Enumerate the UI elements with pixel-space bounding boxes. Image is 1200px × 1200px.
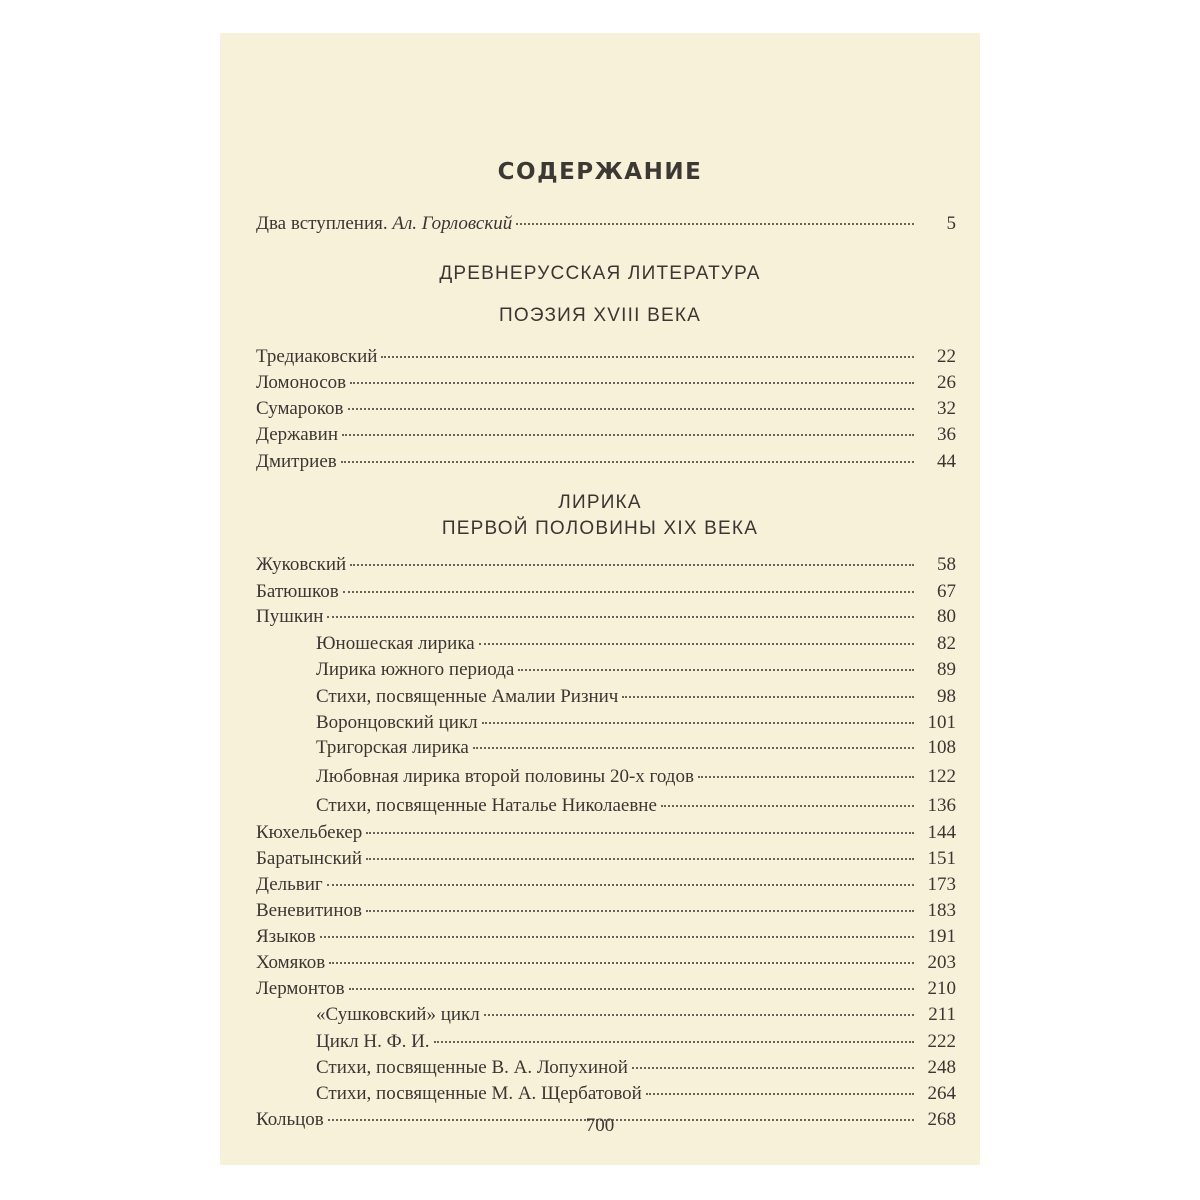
book-page bbox=[220, 33, 980, 1165]
dot-leader bbox=[518, 669, 914, 671]
toc-entry bbox=[256, 606, 956, 632]
page-number: 58 bbox=[937, 554, 956, 575]
toc-entry-label: Стихи, посвященные М. А. Щербатовой bbox=[316, 1083, 642, 1104]
toc-entry bbox=[256, 581, 956, 607]
toc-entry bbox=[256, 346, 956, 372]
toc-entry bbox=[256, 398, 956, 424]
toc-entry bbox=[256, 848, 956, 874]
page-number: 101 bbox=[927, 712, 956, 733]
toc-subentry bbox=[316, 633, 956, 659]
toc-entry-label: Веневитинов bbox=[256, 900, 362, 921]
page-number: 191 bbox=[927, 926, 956, 947]
toc-subentry bbox=[316, 737, 956, 763]
page-number: 151 bbox=[927, 848, 956, 869]
toc-subentry bbox=[316, 686, 956, 712]
dot-leader bbox=[348, 408, 914, 410]
dot-leader bbox=[484, 1014, 914, 1016]
page-number: 44 bbox=[937, 451, 956, 472]
dot-leader bbox=[381, 356, 914, 358]
page-number: 210 bbox=[927, 978, 956, 999]
toc-entry bbox=[256, 926, 956, 952]
dot-leader bbox=[479, 643, 914, 645]
toc-entry-label: Дмитриев bbox=[256, 451, 337, 472]
page-number: 211 bbox=[928, 1004, 956, 1025]
page-number: 82 bbox=[937, 633, 956, 654]
dot-leader bbox=[366, 910, 914, 912]
toc-subentry bbox=[316, 659, 956, 685]
dot-leader bbox=[482, 722, 914, 724]
page-number: 122 bbox=[927, 766, 956, 787]
section-heading-lyric: ЛИРИКА bbox=[558, 492, 642, 513]
toc-entry-label bbox=[256, 213, 512, 235]
dot-leader bbox=[622, 696, 914, 698]
toc-subentry bbox=[316, 1057, 956, 1083]
toc-entry-label: Тригорская лирика bbox=[316, 737, 469, 758]
toc-entry-intro bbox=[256, 213, 956, 239]
toc-entry-label: Цикл Н. Ф. И. bbox=[316, 1031, 430, 1052]
toc-entry-label: «Сушковский» цикл bbox=[316, 1004, 480, 1025]
page-number: 264 bbox=[927, 1083, 956, 1104]
toc-entry-label: Державин bbox=[256, 424, 338, 445]
page-number: 108 bbox=[927, 737, 956, 758]
toc-subentry bbox=[316, 712, 956, 738]
toc-entry-label: Батюшков bbox=[256, 581, 339, 602]
toc-entry-label: Лермонтов bbox=[256, 978, 345, 999]
dot-leader bbox=[329, 962, 914, 964]
toc-entry bbox=[256, 952, 956, 978]
toc-entry bbox=[256, 978, 956, 1004]
toc-subentry bbox=[316, 1004, 956, 1030]
page-number: 22 bbox=[937, 346, 956, 367]
toc-entry bbox=[256, 874, 956, 900]
page-number: 36 bbox=[937, 424, 956, 445]
toc-subentry bbox=[316, 1031, 956, 1057]
dot-leader bbox=[646, 1093, 914, 1095]
page-number: 268 bbox=[927, 1109, 956, 1130]
toc-entry bbox=[256, 451, 956, 477]
dot-leader bbox=[320, 936, 914, 938]
toc-entry-label: Юношеская лирика bbox=[316, 633, 475, 654]
page-number: 89 bbox=[937, 659, 956, 680]
dot-leader bbox=[341, 461, 914, 463]
dot-leader bbox=[661, 805, 914, 807]
page-number: 136 bbox=[927, 795, 956, 816]
toc-entry-label: Любовная лирика второй половины 20-х годов bbox=[316, 766, 694, 787]
toc-entry bbox=[256, 900, 956, 926]
page-number: 222 bbox=[927, 1031, 956, 1052]
toc-entry-label: Кюхельбекер bbox=[256, 822, 363, 843]
page-number: 248 bbox=[927, 1057, 956, 1078]
toc-entry-label: Баратынский bbox=[256, 848, 363, 869]
toc-entry-label: Дельвиг bbox=[256, 874, 323, 895]
dot-leader bbox=[342, 434, 914, 436]
dot-leader bbox=[327, 616, 914, 618]
toc-entry-label: Жуковский bbox=[256, 554, 347, 575]
toc-subentry bbox=[316, 766, 956, 792]
dot-leader bbox=[350, 564, 914, 566]
toc-entry bbox=[256, 822, 956, 848]
toc-entry-label: Тредиаковский bbox=[256, 346, 378, 367]
toc-subentry bbox=[316, 795, 956, 821]
dot-leader bbox=[434, 1041, 914, 1043]
page-number: 67 bbox=[937, 581, 956, 602]
page-number: 183 bbox=[927, 900, 956, 921]
toc-entry bbox=[256, 424, 956, 450]
section-heading-poetry-18: ПОЭЗИЯ XVIII ВЕКА bbox=[499, 305, 701, 326]
toc-entry-label: Хомяков bbox=[256, 952, 326, 973]
section-heading-lyric-sub: ПЕРВОЙ ПОЛОВИНЫ XIX ВЕКА bbox=[441, 518, 759, 539]
toc-entry-label: Ломоносов bbox=[256, 372, 347, 393]
toc-entry-label: Кольцов bbox=[256, 1109, 324, 1130]
dot-leader bbox=[516, 223, 914, 225]
page-number: 5 bbox=[946, 213, 956, 234]
intro-text: Два вступления. bbox=[256, 213, 393, 234]
dot-leader bbox=[350, 382, 914, 384]
dot-leader bbox=[349, 988, 914, 990]
toc-entry-label: Воронцовский цикл bbox=[316, 712, 478, 733]
page-number: 173 bbox=[927, 874, 956, 895]
intro-author: Ал. Горловский bbox=[392, 213, 513, 234]
dot-leader bbox=[366, 858, 914, 860]
page-number: 26 bbox=[937, 372, 956, 393]
toc-entry-label: Стихи, посвященные Наталье Николаевне bbox=[316, 795, 657, 816]
toc-subentry bbox=[316, 1083, 956, 1109]
page-number: 32 bbox=[937, 398, 956, 419]
toc-entry-label: Стихи, посвященные Амалии Ризнич bbox=[316, 686, 619, 707]
toc-entry-label: Сумароков bbox=[256, 398, 344, 419]
page-number: 98 bbox=[937, 686, 956, 707]
toc-entry bbox=[256, 554, 956, 580]
dot-leader bbox=[632, 1067, 914, 1069]
toc-entry-label: Лирика южного периода bbox=[316, 659, 515, 680]
dot-leader bbox=[698, 776, 914, 778]
dot-leader bbox=[327, 884, 914, 886]
folio: 700 bbox=[585, 1115, 615, 1136]
toc-entry bbox=[256, 372, 956, 398]
page-number: 144 bbox=[927, 822, 956, 843]
section-heading-old-russian: ДРЕВНЕРУССКАЯ ЛИТЕРАТУРА bbox=[439, 263, 761, 284]
page-number: 203 bbox=[927, 952, 956, 973]
dot-leader bbox=[343, 591, 914, 593]
toc-entry-label: Пушкин bbox=[256, 606, 324, 627]
dot-leader bbox=[366, 832, 914, 834]
toc-entry-label: Языков bbox=[256, 926, 316, 947]
toc-entry-label: Стихи, посвященные В. А. Лопухиной bbox=[316, 1057, 628, 1078]
dot-leader bbox=[473, 747, 914, 749]
page-number: 80 bbox=[937, 606, 956, 627]
page-title: СОДЕРЖАНИЕ bbox=[497, 159, 703, 185]
